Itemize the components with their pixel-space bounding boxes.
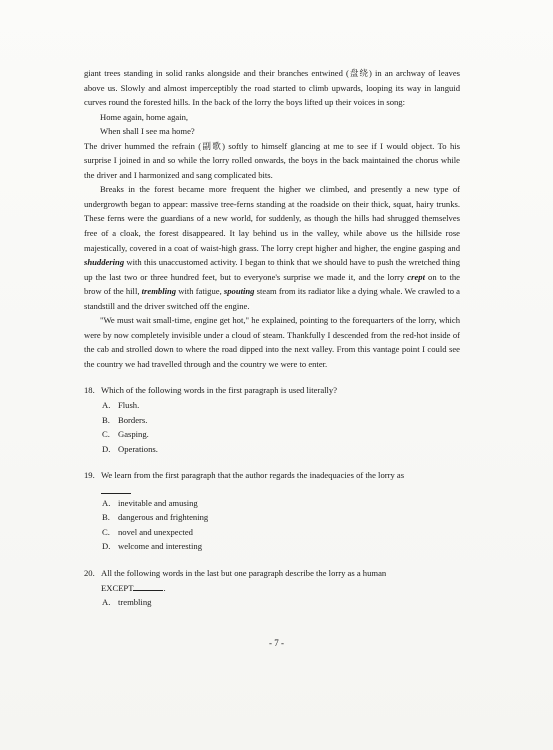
emphasis-trembling: trembling (141, 286, 177, 297)
question-stem: Which of the following words in the first paragraph is used literally? (101, 385, 338, 396)
option-d: D. welcome and interesting (102, 541, 202, 552)
option-c: C. Gasping. (102, 429, 149, 440)
option-c: C. novel and unexpected (102, 526, 193, 537)
question-19 (84, 468, 460, 554)
option-a: A. Flush. (102, 400, 140, 411)
question-number: 20. (84, 567, 95, 578)
paragraph-3-part-d: with fatigue, (176, 286, 224, 297)
emphasis-spouting: spouting (223, 286, 255, 297)
question-number: 18. (84, 385, 95, 396)
paragraph-3 (84, 182, 460, 313)
emphasis-shuddering: shuddering (84, 257, 125, 268)
option-d: D. Operations. (102, 443, 158, 454)
question-stem: We learn from the first paragraph that the author regards the inadequacies of the lorry as (101, 470, 405, 481)
page-number: - 7 - (269, 638, 284, 648)
question-stem: All the following words in the last but one paragraph describe the lorry as a human EXCEPT . (101, 567, 387, 593)
song-line-1: Home again, home again, (100, 111, 189, 122)
paragraph-3-part-a: Breaks in the forest became more frequent the higher we climbed, and presently a new type of undergrowth began to appear: massive tree-ferns standing at the roadside on their thick, squat, hairy trunks. These ferns were the guardians of a new world, for suddenly, as though the hills had shrugged themselves free of a cloak, the forest disappeared. It lay behind us in the valley, while above us the hillside rose majestically, covered in a coat of waist-high grass. The lorry crept higher and higher, the engine gasping and (84, 184, 460, 253)
page-content (84, 66, 460, 610)
option-a: A. trembling (102, 597, 152, 608)
paragraph-1: giant trees standing in solid ranks alongside and their branches entwined (盘绕) in an archway of leaves above us. Slowly and almost imperceptibly the road started to climb upwards, looping its way in languid curves round the forested hills. In the back of the lorry the boys lifted up their voices in song: (84, 68, 460, 108)
paragraph-4: "We must wait small-time, engine get hot," he explained, pointing to the forequarters of the lorry, which were by now completely invisible under a cloud of steam. Thankfully I descended from the red-hot inside of the cab and strolled down to where the road dipped into the next valley. From this vantage point I could see the country we had travelled through and the country we were to enter. (84, 315, 460, 369)
option-a: A. inevitable and amusing (102, 497, 198, 508)
paragraph-3-part-e: steam from its radiator like a dying whale. We crawled to a standstill and the driver switched off the engine. (84, 286, 461, 311)
song-line-2: When shall I see ma home? (100, 126, 195, 137)
question-number: 19. (84, 470, 95, 481)
option-b: B. dangerous and frightening (102, 512, 209, 523)
paragraph-2: The driver hummed the refrain (副歌) softly to himself glancing at me to see if I would object. To his surprise I joined in and so while the lorry rolled onwards, the boys in the back maintained the chorus while the driver and I harmonized and sang complicated bits. (84, 140, 460, 180)
option-b: B. Borders. (102, 414, 148, 425)
question-20 (84, 566, 460, 610)
paragraph-3-part-b: with this unaccustomed activity. I began to think that we should have to push the wretched thing up the last two or three hundred feet, but to everyone's surprise we made it, and the lorry (84, 257, 460, 282)
answer-blank (133, 581, 163, 591)
emphasis-crept: crept (407, 271, 425, 282)
question-18 (84, 383, 460, 456)
paragraph-3-part-c: on to the brow of the hill, (84, 271, 460, 297)
answer-blank (101, 483, 131, 494)
